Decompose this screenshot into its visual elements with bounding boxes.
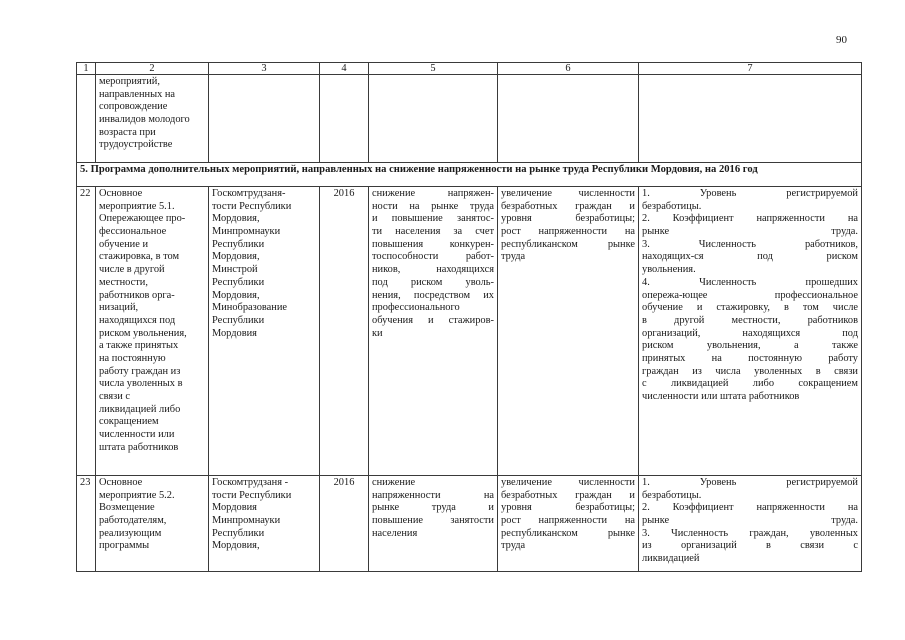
cell-text-line: повышения конкурен- [372,238,494,250]
cell-text-line: рост напряженности на [501,226,635,238]
cell-text-line: обучение и [99,238,149,250]
cell-text-line: Республики [212,238,265,250]
col-number-1: 1 [77,63,96,75]
cell-text-line: Минобразование [212,302,288,314]
row-number: 23 [77,476,96,572]
measure-name-cell [96,187,209,476]
cell-text-line: увольнения. [642,264,696,276]
section-row [77,163,862,187]
cell-text-line: Мордовия, [212,213,260,225]
cell-text-line: безработицы. [642,200,702,212]
cell-text-line: организаций, находящихся под [642,327,858,339]
cell-text-line: мероприятие 5.1. [99,200,175,212]
continuation-empty-cell [639,75,862,163]
consequences-cell [498,187,639,476]
year-cell: 2016 [320,187,369,476]
cell-text-line: снижение напряжен- [372,188,494,199]
cell-text-line: и повышение занятос- [372,213,494,225]
result-cell [369,187,498,476]
cell-text-line: на постоянную [99,352,166,364]
cell-text-line: инвалидов молодого [99,114,190,126]
cell-text-line: Опережающее про- [99,213,186,225]
cell-text-line: находящих-ся под риском [642,251,858,263]
cell-text-line: повышение занятости [372,515,494,527]
cell-text-line: возраста при [99,126,156,138]
executors-cell [209,476,320,572]
cell-text-line: Мордовия, [212,251,260,263]
cell-text-line: реализующим [99,527,162,539]
cell-text-line: численности или [99,429,175,441]
cell-text-line: населения [372,527,418,539]
col-number-3: 3 [209,63,320,75]
cell-text-line: принятых на постоянную работу [642,352,858,364]
cell-text-line: штата работников [99,441,179,453]
cell-text-line: мероприятий, [99,76,160,87]
cell-text-line: обучение и стажировку, в том числе [642,302,858,314]
cell-text-line: обучения и стажиров- [372,314,494,326]
measures-table [76,62,862,572]
cell-text-line: труда [501,540,526,552]
cell-text-line: Госкомтрудзаня - [212,477,289,488]
cell-text-line: с ликвидацией либо сокращением [642,378,858,390]
cell-text-line: числа уволенных в [99,378,183,390]
cell-text-line: Мордовия, [212,289,260,301]
cell-text-line: программы [99,540,150,552]
cell-text-line: Госкомтрудзаня- [212,188,286,199]
cell-text-line: снижение [372,477,416,488]
cell-text-line: труда [501,251,526,263]
cell-text-line: увеличение численности [501,477,635,488]
cell-text-line: тоспособности работ- [372,251,494,263]
cell-text-line: 1. Уровень регистрируемой [642,477,858,488]
cell-text-line: тости Республики [212,200,292,212]
cell-text-line: 4. Численность прошедших [642,276,858,288]
cell-text-line: Мордовия [212,327,257,339]
cell-text-line: фессиональное [99,226,167,238]
cell-text-line: риском увольнения, [99,327,187,339]
cell-text-line: рынке труда. [642,226,858,238]
table-row [77,187,862,476]
column-number-row [77,63,862,75]
cell-text-line: находящихся под [99,314,176,326]
cell-text-line: безработицы. [642,489,702,501]
cell-text-line: Минпромнауки [212,226,281,238]
cell-text-line: сопровождение [99,101,168,113]
cell-text-line: граждан из числа уволенных в связи [642,365,858,377]
cell-text-line: низаций, [99,302,139,314]
indicators-cell [639,476,862,572]
cell-text-line: напряженности на [372,489,494,501]
executors-cell [209,187,320,476]
cell-text-line: Республики [212,314,265,326]
col-number-4: 4 [320,63,369,75]
cell-text-line: работодателям, [99,515,167,527]
measure-name-cell [96,476,209,572]
cell-text-line: рынке труда и [372,502,494,514]
continuation-row [77,75,862,163]
cell-text-line: Минпромнауки [212,515,281,527]
cell-text-line: риском увольнения, а также [642,340,858,352]
cell-text-line: 2. Коэффициент напряженности на [642,213,858,225]
cell-text-line: связи с [99,391,131,402]
col-number-5: 5 [369,63,498,75]
cell-text-line: уровня безработицы; [501,213,635,225]
cell-text-line: направленных на [99,88,176,100]
year-cell: 2016 [320,476,369,572]
cell-text-line: числе в другой [99,264,165,276]
cell-text-line: Основное [99,477,143,488]
cell-text-line: республиканском рынке [501,527,635,539]
cell-text-line: 1. Уровень регистрируемой [642,188,858,199]
cell-text-line: стажировка, в том [99,251,180,263]
cell-text-line: а также принятых [99,340,179,352]
cell-text-line: рост напряженности на [501,515,635,527]
cell-text-line: 2. Коэффициент напряженности на [642,502,858,514]
cell-text-line: работу граждан из [99,365,181,377]
consequences-cell [498,476,639,572]
cell-text-line: под риском уволь- [372,276,494,288]
page-number: 90 [836,34,847,46]
cell-text-line: нения, посредством их [372,289,494,301]
cell-text-line: республиканском рынке [501,238,635,250]
cell-text-line: ности на рынке труда [372,200,494,212]
cell-text-line: сокращением [99,416,159,428]
col-number-6: 6 [498,63,639,75]
cell-text-line: 3. Численность граждан, уволенных [642,527,858,539]
row-number: 22 [77,187,96,476]
cell-text-line: безработных граждан и [501,489,635,501]
cell-text-line: Возмещение [99,502,155,514]
cell-text-line: ки [372,327,383,339]
indicators-cell [639,187,862,476]
cell-text-line: безработных граждан и [501,200,635,212]
section-title: 5. Программа дополнительных мероприятий, направленных на снижение напряженности на рынке труда Республики Мордовия, на 2016 год [77,163,862,187]
cell-text-line: профессионального [372,302,460,314]
cell-text-line: уровня безработицы; [501,502,635,514]
cell-text-line: мероприятие 5.2. [99,489,175,501]
cell-text-line: трудоустройстве [99,139,173,151]
cell-text-line: ликвидацией либо [99,403,181,415]
col-number-7: 7 [639,63,862,75]
cell-text-line: опережа-ющее профессиональное [642,289,858,301]
continuation-measure-cell [96,75,209,163]
cell-text-line: Мордовия, [212,540,260,552]
cell-text-line: ликвидацией [642,553,700,565]
cell-text-line: в другой местности, работников [642,314,858,326]
cell-text-line: Мордовия [212,502,257,514]
cell-text-line: Республики [212,276,265,288]
cell-text-line: численности или штата работников [642,391,800,402]
cell-text-line: из организаций в связи с [642,540,858,552]
cell-text-line: тости Республики [212,489,292,501]
continuation-empty-cell [209,75,320,163]
col-number-2: 2 [96,63,209,75]
result-cell [369,476,498,572]
table-row [77,476,862,572]
continuation-empty-cell [369,75,498,163]
cell-text-line: рынке труда. [642,515,858,527]
continuation-empty-cell [498,75,639,163]
continuation-empty-cell [320,75,369,163]
cell-text-line: увеличение численности [501,188,635,199]
cell-text-line: Основное [99,188,143,199]
cell-text-line: ти населения за счет [372,226,494,238]
cell-text-line: Республики [212,527,265,539]
cell-text-line: 3. Численность работников, [642,238,858,250]
cell-text-line: работников орга- [99,289,175,301]
cell-text-line: Минстрой [212,264,258,276]
cell-text-line: местности, [99,276,148,288]
continuation-num-cell [77,75,96,163]
cell-text-line: ников, находящихся [372,264,494,276]
